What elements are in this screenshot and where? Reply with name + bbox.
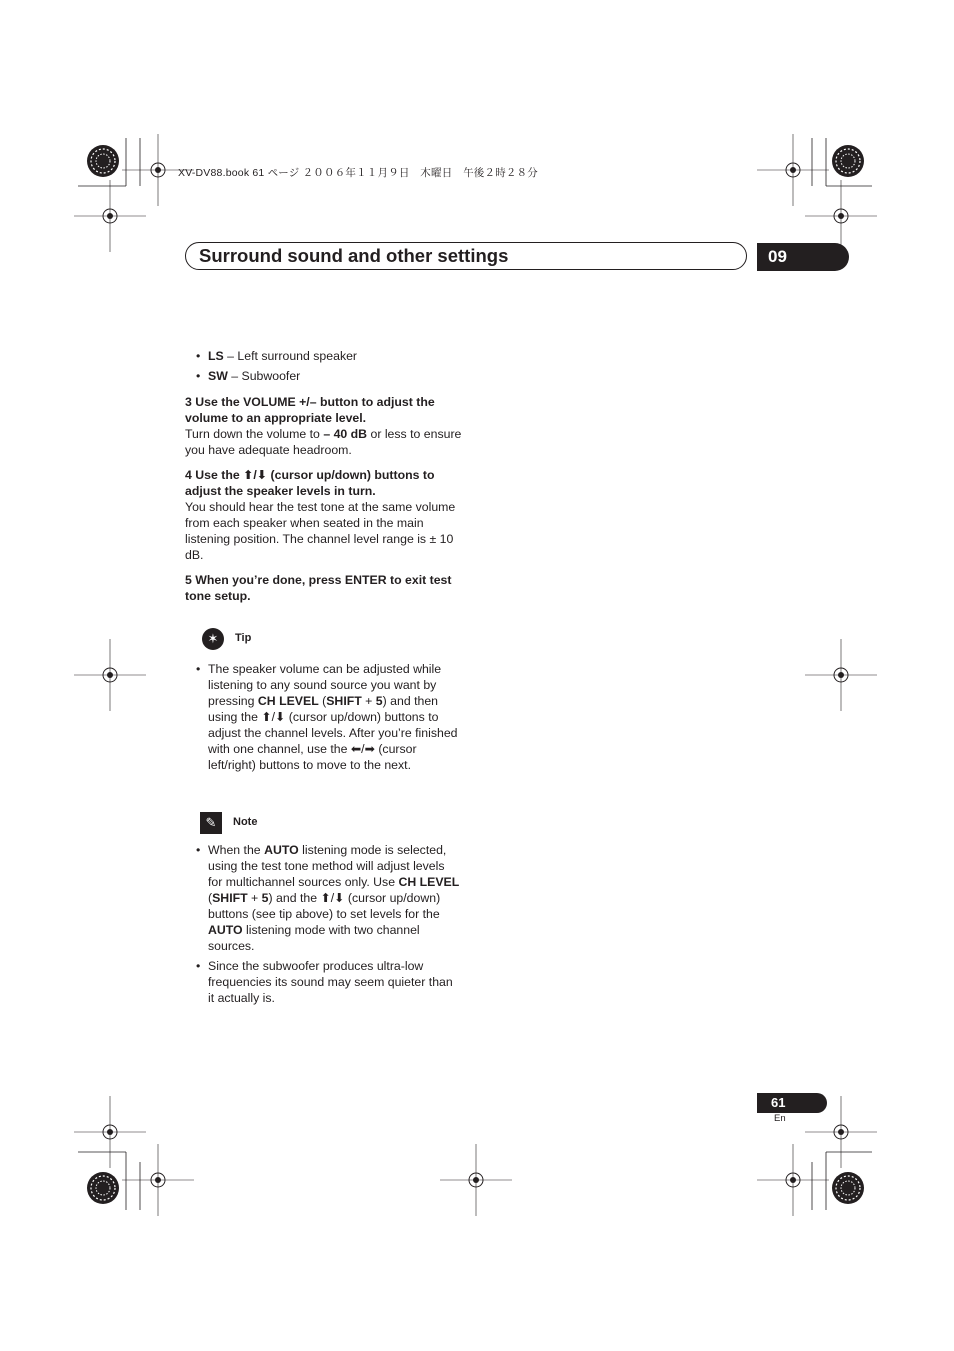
button-name: 5 xyxy=(375,694,383,708)
crosshair-mark xyxy=(74,639,146,711)
crosshair-mark xyxy=(122,1144,194,1216)
star-mark-bottom-left xyxy=(87,1172,119,1204)
page-title: Surround sound and other settings xyxy=(199,245,509,266)
text-run: The speaker volume can be adjusted while listening to any sound source you want by pressing xyxy=(208,662,442,708)
page-number: 61 xyxy=(757,1093,827,1113)
mode-name: AUTO xyxy=(264,843,299,857)
speaker-code: LS xyxy=(208,349,224,363)
text-run: ) and the ⬆/⬇ (cursor up/down) buttons (see tip above) to set levels for the xyxy=(208,891,441,921)
page-language: En xyxy=(774,1113,786,1124)
volume-value: – 40 dB xyxy=(323,427,368,441)
bullet-dot: • xyxy=(196,843,201,857)
button-name: SHIFT xyxy=(212,891,248,905)
note-text-1 xyxy=(208,842,460,954)
step-4-text: You should hear the test tone at the same volume from each speaker when seated in the main listening position. The channel level range is ± 10 dB. xyxy=(185,500,456,562)
crosshair-mark xyxy=(805,180,877,252)
crosshair-mark xyxy=(440,1144,512,1216)
tip-label: Tip xyxy=(235,632,252,644)
bullet-dot: • xyxy=(196,369,201,383)
star-mark-top-right xyxy=(832,145,864,177)
crosshair-mark xyxy=(805,639,877,711)
bullet-dot: • xyxy=(196,662,201,676)
bullet-dot: • xyxy=(196,349,201,363)
button-name: CH LEVEL xyxy=(257,694,319,708)
star-mark-top-left xyxy=(87,145,119,177)
crosshair-mark xyxy=(74,180,146,252)
list-item xyxy=(208,348,460,364)
lightbulb-icon: ✶ xyxy=(202,628,224,650)
text-run: + xyxy=(361,694,376,708)
text-run: listening mode with two channel sources. xyxy=(208,923,420,953)
mode-name: AUTO xyxy=(208,923,243,937)
button-name: CH LEVEL xyxy=(398,875,460,889)
text-run: + xyxy=(247,891,262,905)
text-run: Turn down the volume to xyxy=(185,427,324,441)
step-4-heading: 4 Use the ⬆/⬇ (cursor up/down) buttons to adjust the speaker levels in turn. xyxy=(185,468,435,498)
text-run: or less to ensure you have adequate headroom. xyxy=(185,427,462,457)
step-3-text xyxy=(185,426,470,458)
text-run: ( xyxy=(208,891,213,905)
text-run: listening mode is selected, using the test tone method will adjust levels for multichannel sources only. Use xyxy=(208,843,447,889)
crosshair-mark xyxy=(757,1144,829,1216)
text-run: When the xyxy=(208,843,265,857)
crosshair-mark xyxy=(757,134,829,206)
button-name: 5 xyxy=(261,891,269,905)
note-label: Note xyxy=(233,816,258,828)
tip-text xyxy=(208,661,460,773)
list-item xyxy=(208,368,460,384)
button-name: SHIFT xyxy=(326,694,362,708)
text-run: ) and then using the ⬆/⬇ (cursor up/down) buttons to adjust the channel levels. After you’re finished with one channel, use the ⬅/➡ (cursor left/right) buttons to move to the next. xyxy=(208,694,458,772)
star-mark-bottom-right xyxy=(832,1172,864,1204)
chapter-number-badge: 09 xyxy=(757,243,849,271)
speaker-description: – Left surround speaker xyxy=(227,349,358,363)
bullet-dot: • xyxy=(196,959,201,973)
pencil-icon: ✎ xyxy=(200,812,222,834)
speaker-description: – Subwoofer xyxy=(231,369,301,383)
note-text-2: Since the subwoofer produces ultra-low frequencies its sound may seem quieter than it actually is. xyxy=(208,959,453,1005)
step-5-heading: 5 When you’re done, press ENTER to exit test tone setup. xyxy=(185,573,452,603)
step-3-heading: 3 Use the VOLUME +/– button to adjust the volume to an appropriate level. xyxy=(185,395,435,425)
speaker-code: SW xyxy=(208,369,228,383)
text-run: ( xyxy=(318,694,327,708)
print-slug-line: XV-DV88.book 61 ページ ２００６年１１月９日 木曜日 午後２時２８分 xyxy=(178,167,538,179)
crosshair-mark xyxy=(74,1096,146,1168)
